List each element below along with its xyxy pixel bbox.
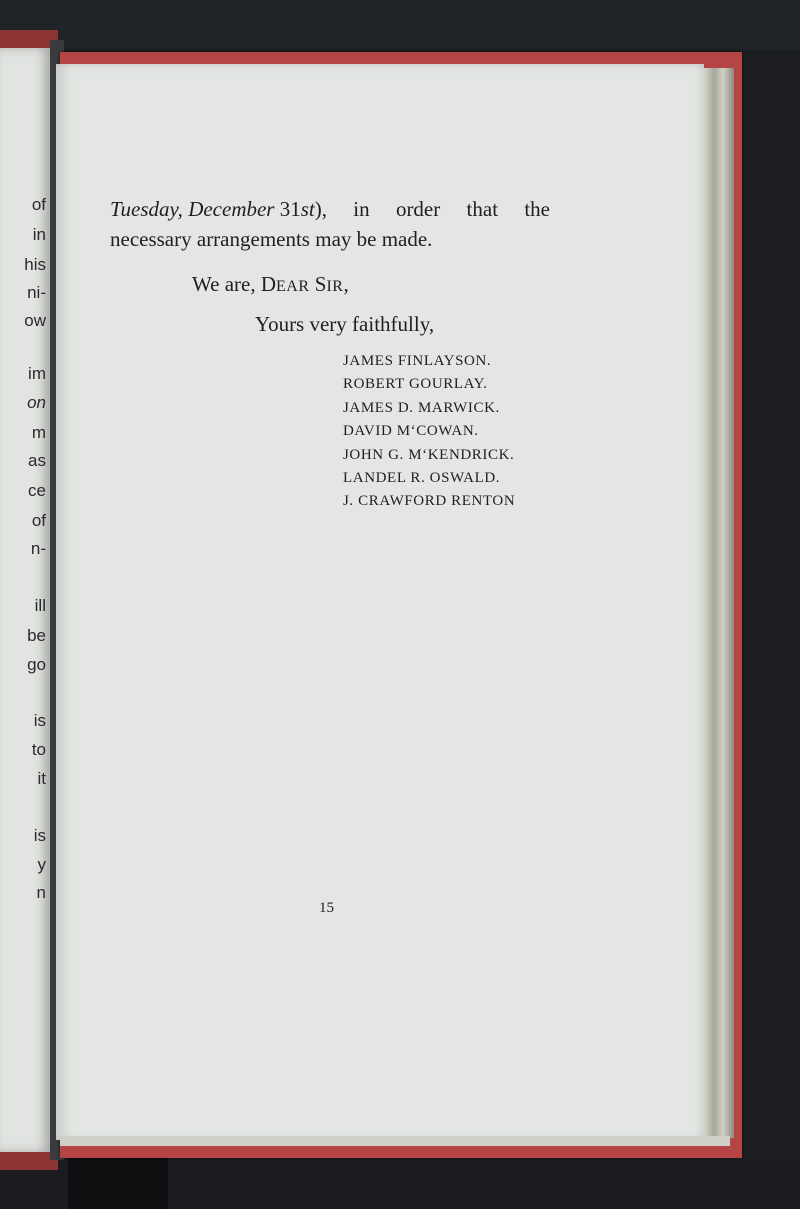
word-that: that bbox=[466, 197, 499, 221]
date-number: 31 bbox=[279, 197, 301, 221]
left-page-fragment: be bbox=[27, 626, 46, 645]
left-page-fragment: go bbox=[27, 655, 46, 674]
word-order: order bbox=[395, 197, 441, 221]
salutation-s: S bbox=[314, 272, 327, 296]
signatory: J. CRAWFORD RENTON bbox=[343, 493, 516, 510]
salutation bbox=[192, 272, 349, 297]
left-page-fragment: n- bbox=[30, 539, 46, 558]
word-the: the bbox=[524, 197, 550, 221]
background-top bbox=[0, 0, 800, 50]
salutation-comma: , bbox=[343, 272, 349, 296]
salutation-ir: IR bbox=[326, 278, 344, 295]
date-suffix: st bbox=[300, 197, 315, 221]
left-page-fragment: to bbox=[31, 740, 46, 759]
left-page-fragment: m bbox=[31, 423, 46, 442]
month: December bbox=[188, 197, 275, 221]
closing-line: Yours very faithfully, bbox=[255, 312, 435, 336]
left-page bbox=[0, 48, 50, 1152]
left-page-fragment: is bbox=[33, 826, 46, 845]
left-page-fragment: in bbox=[32, 225, 46, 244]
close-paren: ), bbox=[314, 197, 327, 221]
left-page-fragment: on bbox=[27, 393, 46, 412]
left-page-fragment: ce bbox=[28, 481, 46, 500]
text-line-1 bbox=[110, 197, 550, 222]
left-page-text bbox=[0, 48, 46, 1148]
salutation-prefix: We are, bbox=[192, 272, 261, 296]
signatory: JAMES D. MARWICK. bbox=[343, 399, 500, 416]
salutation-d: D bbox=[260, 272, 277, 296]
signatory: LANDEL R. OSWALD. bbox=[343, 470, 501, 487]
signatory: DAVID M‘COWAN. bbox=[343, 423, 479, 440]
left-page-fragment: is bbox=[33, 711, 46, 730]
book-clamp bbox=[68, 1150, 168, 1209]
salutation-ear: EAR bbox=[276, 278, 310, 295]
signatory: JAMES FINLAYSON. bbox=[343, 353, 492, 369]
left-page-fragment: as bbox=[28, 451, 46, 470]
word-in: in bbox=[353, 197, 370, 221]
left-page-fragment: im bbox=[28, 364, 46, 383]
right-page bbox=[56, 64, 704, 1140]
text-line-2: necessary arrangements may be made. bbox=[110, 227, 433, 251]
page-bottom-edge bbox=[60, 1136, 730, 1146]
left-page-fragment: his bbox=[24, 255, 46, 274]
weekday: Tuesday, bbox=[110, 197, 183, 221]
left-page-fragment: ni- bbox=[27, 283, 46, 302]
date-phrase bbox=[110, 197, 327, 222]
left-page-fragment: ill bbox=[34, 596, 46, 615]
left-page-fragment: of bbox=[31, 195, 46, 214]
left-page-fragment: it bbox=[37, 769, 46, 788]
signatories-list bbox=[343, 350, 515, 514]
signatory: ROBERT GOURLAY. bbox=[343, 376, 488, 393]
page-number: 15 bbox=[319, 900, 334, 916]
left-page-fragment: ow bbox=[24, 311, 46, 330]
left-page-fragment: of bbox=[31, 511, 46, 530]
left-page-fragment: y bbox=[37, 855, 46, 874]
left-page-fragment: n bbox=[36, 883, 46, 902]
signatory: JOHN G. M‘KENDRICK. bbox=[343, 446, 515, 463]
